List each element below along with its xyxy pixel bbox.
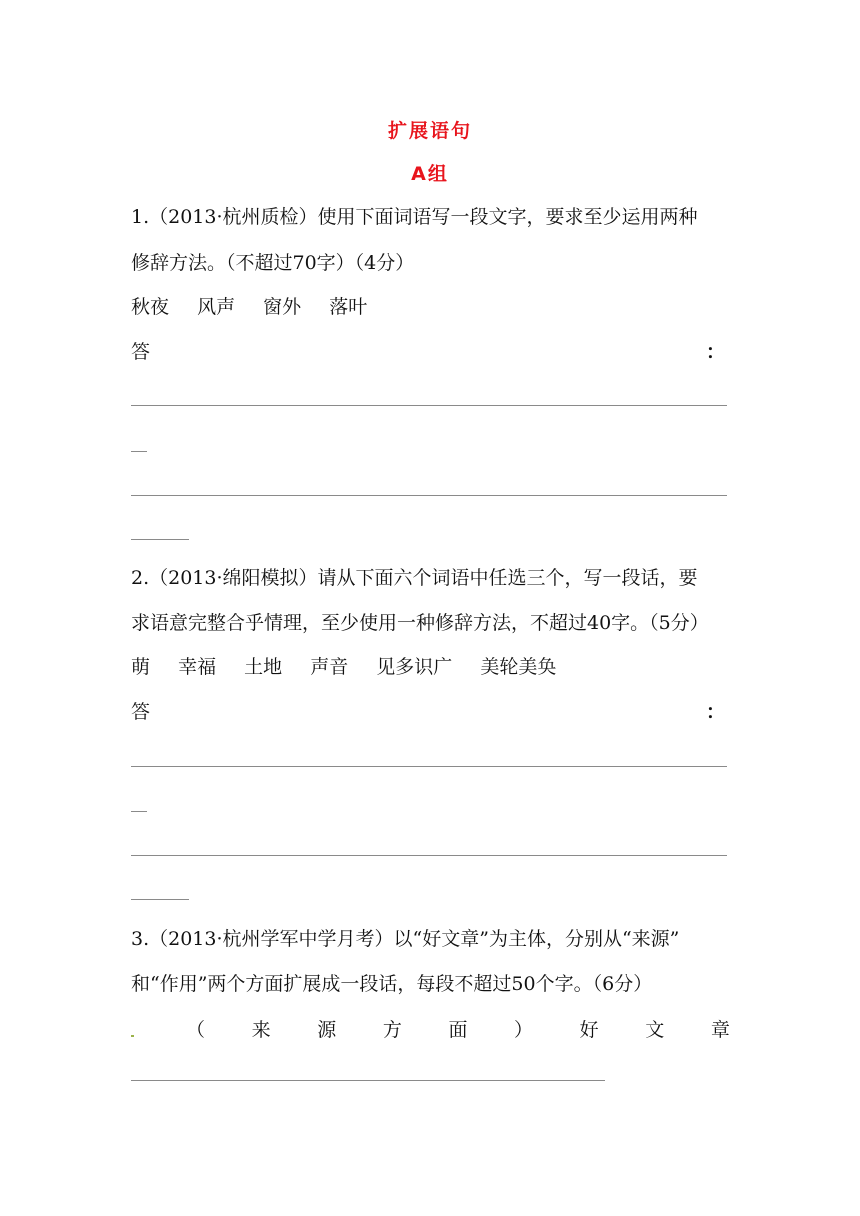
q1-text-line2: 修辞方法。（不超过70字）（4分） bbox=[131, 252, 415, 274]
q1-answer-line[interactable] bbox=[131, 405, 727, 406]
q1-answer-line[interactable] bbox=[131, 451, 147, 452]
q3-text-line2: 和“作用”两个方面扩展成一段话，每段不超过50个字。（6分） bbox=[131, 973, 653, 995]
group-heading: A组 bbox=[411, 163, 449, 185]
q2-word: 幸福 bbox=[178, 656, 217, 678]
q2-word: 萌 bbox=[131, 656, 151, 678]
q2-word: 美轮美奂 bbox=[480, 656, 557, 678]
q3-answer-line[interactable] bbox=[131, 1080, 605, 1081]
q1-answer-label: 答 bbox=[131, 341, 151, 363]
q1-word: 风声 bbox=[197, 296, 236, 318]
q2-answer-label: 答 bbox=[131, 701, 151, 723]
q2-word-list bbox=[131, 655, 578, 679]
q3-spread-char: 方 bbox=[382, 1019, 402, 1041]
q2-word: 见多识广 bbox=[376, 656, 453, 678]
q3-text-line1: 3.（2013·杭州学军中学月考）以“好文章”为主体，分别从“来源” bbox=[131, 928, 680, 950]
q3-spread-char: 好 bbox=[579, 1019, 599, 1041]
q1-text-line1: 1.（2013·杭州质检）使用下面词语写一段文字，要求至少运用两种 bbox=[131, 206, 698, 228]
q1-word: 落叶 bbox=[329, 296, 368, 318]
q1-word-list bbox=[131, 295, 389, 319]
green-mark bbox=[131, 1035, 134, 1037]
q2-text-line2: 求语意完整合乎情理，至少使用一种修辞方法，不超过40字。（5分） bbox=[131, 612, 709, 634]
q3-spread-char: ） bbox=[514, 1019, 534, 1041]
q1-word: 窗外 bbox=[263, 296, 302, 318]
q2-answer-line[interactable] bbox=[131, 855, 727, 856]
q1-word: 秋夜 bbox=[131, 296, 170, 318]
q1-answer-colon: ： bbox=[706, 341, 726, 363]
q2-answer-line[interactable] bbox=[131, 766, 727, 767]
q3-spread-char: 源 bbox=[317, 1019, 337, 1041]
q1-answer-line[interactable] bbox=[131, 495, 727, 496]
q2-text-line1: 2.（2013·绵阳模拟）请从下面六个词语中任选三个，写一段话，要 bbox=[131, 567, 698, 589]
q3-spread-char: 来 bbox=[251, 1019, 271, 1041]
q3-spread-char: （ bbox=[186, 1019, 206, 1041]
q3-spread-char: 文 bbox=[645, 1019, 665, 1041]
q2-answer-line[interactable] bbox=[131, 899, 189, 900]
q3-spread-char: 章 bbox=[710, 1019, 730, 1041]
q3-spread-char: 面 bbox=[448, 1019, 468, 1041]
q2-answer-colon: ： bbox=[706, 701, 726, 723]
page-title: 扩展语句 bbox=[387, 120, 472, 142]
q3-source-aspect-line bbox=[186, 1018, 730, 1042]
q1-answer-line[interactable] bbox=[131, 539, 189, 540]
q2-word: 声音 bbox=[310, 656, 349, 678]
q2-answer-line[interactable] bbox=[131, 811, 147, 812]
q2-word: 土地 bbox=[244, 656, 283, 678]
